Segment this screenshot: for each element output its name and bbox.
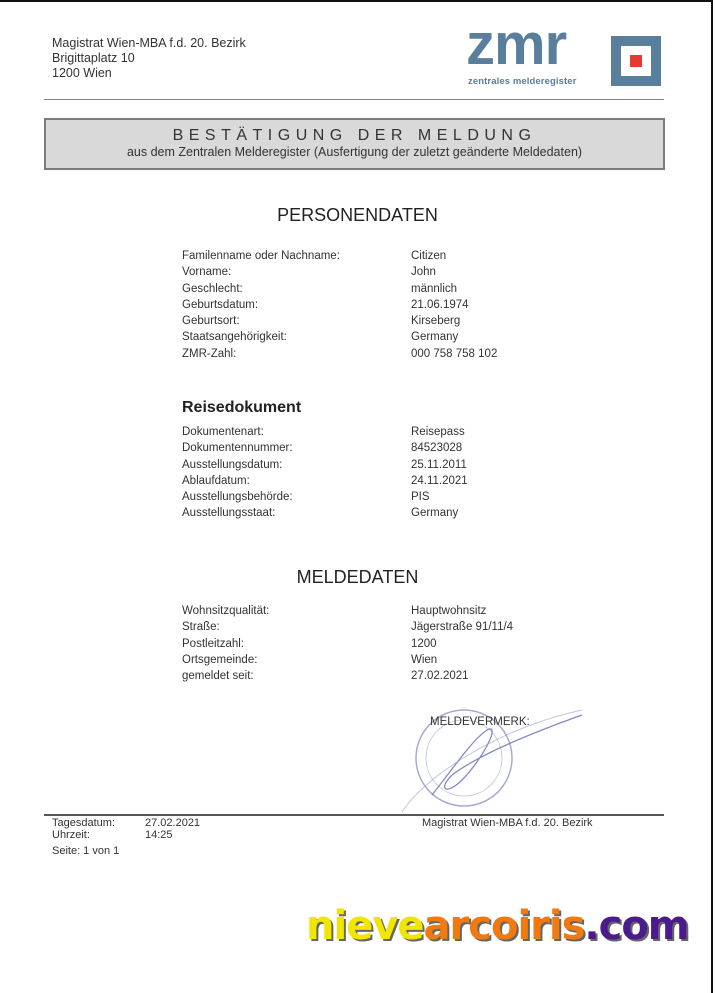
field-label: Straße:	[182, 621, 220, 634]
logo-square-icon	[611, 36, 661, 86]
sender-line-2: Brigittaplatz 10	[52, 51, 135, 65]
field-value: 000 758 758 102	[411, 347, 498, 360]
section-heading-personendaten: PERSONENDATEN	[277, 205, 438, 225]
watermark-part-2: arcoiris	[423, 903, 585, 949]
field-label: Postleitzahl:	[182, 637, 245, 650]
stamp-label: MELDEVERMERK:	[430, 716, 530, 728]
footer-divider	[44, 814, 664, 816]
field-label: Vorname:	[182, 266, 232, 279]
field-row	[182, 264, 562, 280]
watermark-logo	[306, 903, 689, 949]
field-value: 24.11.2021	[411, 474, 468, 487]
field-row	[182, 457, 562, 473]
field-value: Citizen	[411, 250, 447, 262]
field-row	[182, 473, 562, 489]
field-row	[182, 346, 562, 362]
field-value: Hauptwohnsitz	[411, 605, 487, 617]
field-label: Ausstellungsstaat:	[182, 507, 276, 520]
document-title-box	[44, 118, 665, 170]
field-row	[182, 281, 562, 297]
logo-text: zmr	[466, 12, 567, 77]
document-subtitle: aus dem Zentralen Melderegister (Ausfertigung der zuletzt geänderte Meldedaten)	[126, 145, 583, 159]
sender-line-1: Magistrat Wien-MBA f.d. 20. Bezirk	[52, 36, 246, 50]
field-row	[182, 489, 562, 505]
field-label: Ortsgemeinde:	[182, 653, 258, 666]
field-row	[182, 652, 562, 668]
field-label: Familenname oder Nachname:	[182, 250, 340, 262]
field-row	[182, 297, 562, 313]
field-value: 84523028	[411, 442, 463, 455]
field-value: 25.11.2011	[411, 458, 467, 471]
field-value: 27.02.2021	[411, 670, 469, 683]
field-label: Geburtsdatum:	[182, 298, 259, 311]
field-value: Reisepass	[411, 426, 465, 438]
meldedaten-fields	[182, 603, 562, 684]
footer-date-value: 27.02.2021	[145, 817, 201, 829]
field-row	[182, 329, 562, 345]
field-value: 1200	[411, 637, 437, 650]
watermark-part-3: .com	[584, 903, 689, 949]
field-label: gemeldet seit:	[182, 670, 254, 683]
sender-address	[52, 36, 246, 81]
field-row	[182, 603, 562, 619]
section-heading-reisedokument: Reisedokument	[182, 399, 302, 416]
footer-date-label: Tagesdatum:	[52, 817, 115, 829]
field-value: PIS	[411, 491, 430, 504]
section-heading-meldedaten: MELDEDATEN	[296, 567, 419, 587]
sender-line-3: 1200 Wien	[52, 66, 112, 80]
personendaten-fields	[182, 248, 562, 362]
field-label: Wohnsitzqualität:	[182, 605, 270, 617]
field-value: Jägerstraße 91/11/4	[411, 621, 514, 634]
field-label: Staatsangehörigkeit:	[182, 331, 287, 344]
field-row	[182, 636, 562, 652]
field-label: Dokumentenart:	[182, 426, 264, 438]
field-label: Ausstellungsdatum:	[182, 458, 283, 471]
field-value: John	[411, 266, 436, 279]
field-row	[182, 313, 562, 329]
footer-time-value: 14:25	[145, 829, 173, 841]
footer-page-number: Seite: 1 von 1	[52, 845, 120, 857]
field-row	[182, 440, 562, 456]
field-row	[182, 505, 562, 521]
watermark-part-1: nieve	[306, 903, 424, 949]
field-label: Dokumentennummer:	[182, 442, 293, 455]
field-label: ZMR-Zahl:	[182, 347, 237, 360]
field-value: Germany	[411, 507, 459, 520]
field-value: Wien	[411, 653, 438, 666]
field-value: Germany	[411, 331, 459, 344]
field-row	[182, 248, 562, 264]
field-value: Kirseberg	[411, 315, 461, 328]
header-divider	[44, 99, 664, 100]
field-value: männlich	[411, 282, 458, 295]
reisedokument-fields	[182, 424, 562, 522]
field-value: 21.06.1974	[411, 298, 469, 311]
field-label: Ausstellungsbehörde:	[182, 491, 293, 504]
field-label: Geschlecht:	[182, 282, 243, 295]
field-row	[182, 668, 562, 684]
zmr-logo	[466, 12, 666, 92]
field-row	[182, 619, 562, 635]
logo-subtitle: zentrales melderegister	[468, 76, 577, 87]
document-title: BESTÄTIGUNG DER MELDUNG	[172, 127, 537, 144]
field-label: Ablaufdatum:	[182, 474, 250, 487]
footer-authority: Magistrat Wien-MBA f.d. 20. Bezirk	[422, 817, 593, 829]
footer-time-label: Uhrzeit:	[52, 829, 90, 841]
field-row	[182, 424, 562, 440]
field-label: Geburtsort:	[182, 315, 240, 328]
